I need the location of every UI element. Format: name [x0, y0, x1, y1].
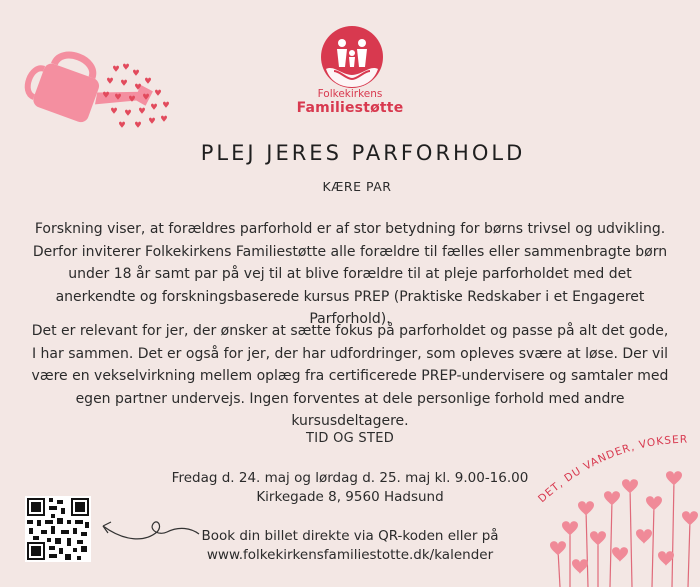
logo-text-line1: Folkekirkens — [317, 88, 383, 100]
curved-arrow-heart-icon — [95, 508, 205, 548]
description-paragraph: Det er relevant for jer, der ønsker at sætte fokus på parforholdet og passe på alt det gode, I har sammen. Det er også for jer, der har udfordringer, som opleves svære at løse. Der vil være en vekselvirkning mellem oplæg fra certificerede PREP-undervisere og samtaler med egen partner undervejs. Ingen forventes at dele personlige forhold med andre kursusdeltagere. — [31, 323, 669, 429]
event-date: Fredag d. 24. maj og lørdag d. 25. maj kl. 9.00-16.00 — [171, 470, 529, 486]
qr-code-icon[interactable] — [25, 496, 91, 562]
greeting: KÆRE PAR — [322, 179, 392, 194]
booking-instructions: Book din billet direkte via QR-koden eller på — [201, 528, 499, 544]
event-address: Kirkegade 8, 9560 Hadsund — [256, 489, 444, 505]
logo-text-line2: Familiestøtte — [296, 100, 404, 116]
heart-flowers-icon — [540, 460, 700, 587]
family-logo-icon — [320, 25, 384, 89]
intro-paragraph: Forskning viser, at forældres parforhold er af stor betydning for børns trivsel og udvikling. Derfor inviterer Folkekirkens Familiestøtte alle forældre til fælles eller sammenbragte børn under 18 år samt par på vej til at blive forældre til at pleje parforholdet med det anerkendte og forskningsbaserede kursus PREP (Praktiske Redskaber i et Engageret Parforhold). — [32, 221, 668, 327]
event-heading: TID OG STED — [305, 431, 395, 446]
falling-hearts-icon — [80, 60, 180, 140]
booking-link[interactable]: www.folkekirkensfamiliestotte.dk/kalender — [206, 547, 494, 563]
page-title: PLEJ JERES PARFORHOLD — [200, 141, 526, 165]
svg-text:DET, DU VANDER, VOKSER: DET, DU VANDER, VOKSER — [536, 433, 689, 506]
